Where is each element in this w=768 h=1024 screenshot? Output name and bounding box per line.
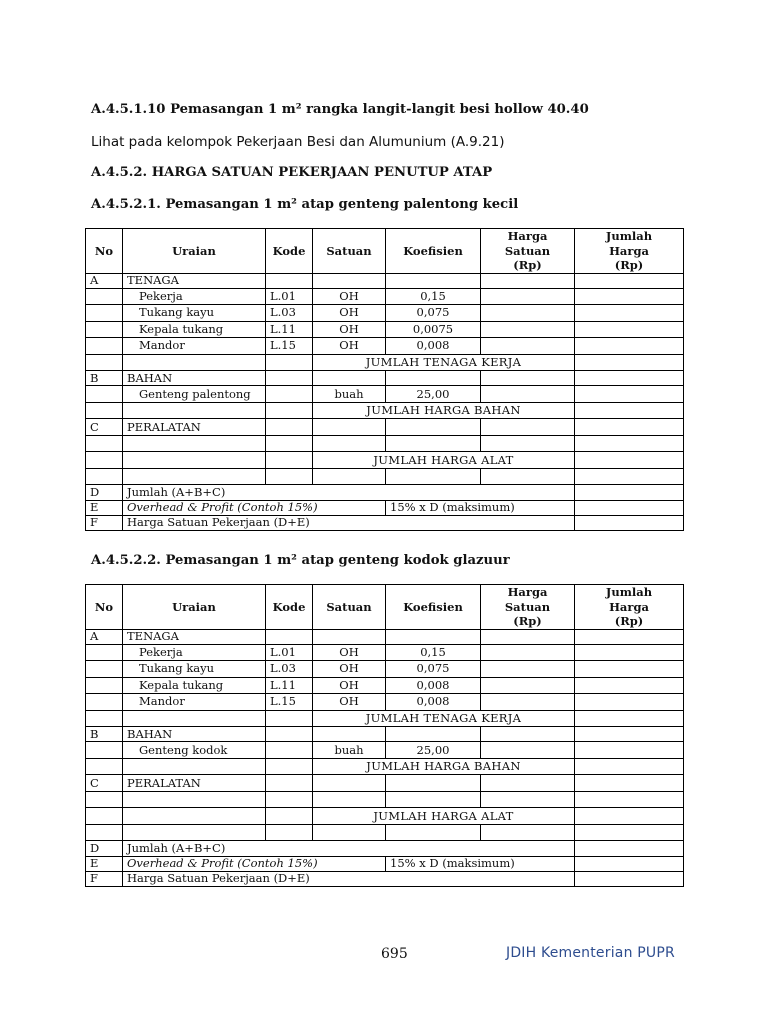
- row-label: Jumlah (A+B+C): [123, 841, 575, 856]
- labor-uraian: Kepala tukang: [123, 677, 266, 694]
- tool-total-label: JUMLAH HARGA ALAT: [313, 452, 575, 469]
- material-uraian: Genteng kodok: [123, 742, 266, 759]
- overhead-value: 15% x D (maksimum): [386, 500, 575, 515]
- labor-kode: L.01: [266, 288, 313, 305]
- table-row-jumlah-alat: [86, 808, 684, 825]
- table-row-peralatan: [86, 419, 684, 436]
- labor-satuan: OH: [313, 321, 386, 338]
- table-row: [86, 288, 684, 305]
- labor-kode: L.15: [266, 694, 313, 711]
- table-row-jumlah-bahan: [86, 758, 684, 775]
- row-label: TENAGA: [123, 629, 266, 644]
- table-row-peralatan: [86, 775, 684, 792]
- labor-satuan: OH: [313, 288, 386, 305]
- col-header-kode: Kode: [266, 585, 313, 630]
- table-row-jumlah-alat: [86, 452, 684, 469]
- labor-satuan: OH: [313, 677, 386, 694]
- labor-koefisien: 0,15: [386, 644, 481, 661]
- labor-satuan: OH: [313, 694, 386, 711]
- labor-koefisien: 0,008: [386, 338, 481, 355]
- material-total-label: JUMLAH HARGA BAHAN: [313, 758, 575, 775]
- table-row-bahan: [86, 727, 684, 742]
- row-label: TENAGA: [123, 273, 266, 288]
- col-header-koefisien: Koefisien: [386, 229, 481, 274]
- table-row: [86, 435, 684, 452]
- labor-satuan: OH: [313, 305, 386, 322]
- labor-koefisien: 0,15: [386, 288, 481, 305]
- tool-total-label: JUMLAH HARGA ALAT: [313, 808, 575, 825]
- table-row: [86, 305, 684, 322]
- table-row: [86, 824, 684, 841]
- table-row-jumlah-tenaga: [86, 710, 684, 727]
- row-no: F: [86, 871, 123, 886]
- row-no: C: [86, 419, 123, 436]
- row-label: Harga Satuan Pekerjaan (D+E): [123, 871, 575, 886]
- table-row: [86, 677, 684, 694]
- footer-publisher: JDIH Kementerian PUPR: [506, 945, 675, 961]
- price-analysis-table-palentong: [85, 228, 684, 531]
- col-header-kode: Kode: [266, 229, 313, 274]
- labor-satuan: OH: [313, 661, 386, 678]
- labor-koefisien: 0,075: [386, 661, 481, 678]
- labor-kode: L.15: [266, 338, 313, 355]
- row-label: BAHAN: [123, 727, 266, 742]
- labor-uraian: Kepala tukang: [123, 321, 266, 338]
- table-row: [86, 791, 684, 808]
- section-heading-hollow: A.4.5.1.10 Pemasangan 1 m² rangka langit-langit besi hollow 40.40: [91, 102, 589, 117]
- section-heading-kodok: A.4.5.2.2. Pemasangan 1 m² atap genteng kodok glazuur: [91, 553, 510, 568]
- price-analysis-table-kodok: [85, 584, 684, 887]
- labor-koefisien: 0,008: [386, 694, 481, 711]
- table-row: [86, 742, 684, 759]
- material-uraian: Genteng palentong: [123, 386, 266, 403]
- labor-uraian: Pekerja: [123, 288, 266, 305]
- material-satuan: buah: [313, 386, 386, 403]
- table-row: [86, 338, 684, 355]
- table-row-jumlah-tenaga: [86, 354, 684, 371]
- material-satuan: buah: [313, 742, 386, 759]
- labor-uraian: Tukang kayu: [123, 305, 266, 322]
- col-header-satuan: Satuan: [313, 229, 386, 274]
- table-row-overhead: [86, 856, 684, 871]
- section-heading-palentong: A.4.5.2.1. Pemasangan 1 m² atap genteng palentong kecil: [91, 197, 519, 212]
- labor-total-label: JUMLAH TENAGA KERJA: [313, 354, 575, 371]
- row-no: C: [86, 775, 123, 792]
- row-no: B: [86, 727, 123, 742]
- row-label: Harga Satuan Pekerjaan (D+E): [123, 515, 575, 530]
- row-no: E: [86, 856, 123, 871]
- row-no: F: [86, 515, 123, 530]
- col-header-no: No: [86, 585, 123, 630]
- table-row-harga-satuan: [86, 515, 684, 530]
- table-row-jumlah-bahan: [86, 402, 684, 419]
- row-no: D: [86, 485, 123, 500]
- row-label: Jumlah (A+B+C): [123, 485, 575, 500]
- material-koefisien: 25,00: [386, 386, 481, 403]
- table-row-tenaga: [86, 273, 684, 288]
- row-no: B: [86, 371, 123, 386]
- table-row: [86, 694, 684, 711]
- labor-koefisien: 0,0075: [386, 321, 481, 338]
- table-row: [86, 386, 684, 403]
- table-row-jumlah-d: [86, 485, 684, 500]
- row-label: BAHAN: [123, 371, 266, 386]
- labor-kode: L.03: [266, 305, 313, 322]
- table-row: [86, 661, 684, 678]
- page-number: 695: [381, 946, 408, 962]
- row-no: A: [86, 273, 123, 288]
- col-header-harga-satuan: Harga Satuan (Rp): [481, 229, 575, 274]
- row-label: Overhead & Profit (Contoh 15%): [123, 856, 386, 871]
- row-label: Overhead & Profit (Contoh 15%): [123, 500, 386, 515]
- labor-kode: L.11: [266, 677, 313, 694]
- labor-satuan: OH: [313, 338, 386, 355]
- table-header-row: [86, 585, 684, 630]
- labor-koefisien: 0,008: [386, 677, 481, 694]
- reference-note: Lihat pada kelompok Pekerjaan Besi dan Alumunium (A.9.21): [91, 134, 505, 150]
- section-heading-penutup-atap: A.4.5.2. HARGA SATUAN PEKERJAAN PENUTUP ATAP: [91, 165, 493, 180]
- table-row-overhead: [86, 500, 684, 515]
- material-koefisien: 25,00: [386, 742, 481, 759]
- table-row-tenaga: [86, 629, 684, 644]
- col-header-koefisien: Koefisien: [386, 585, 481, 630]
- table-row-harga-satuan: [86, 871, 684, 886]
- row-no: D: [86, 841, 123, 856]
- row-no: E: [86, 500, 123, 515]
- col-header-jumlah-harga: Jumlah Harga (Rp): [575, 585, 684, 630]
- labor-kode: L.03: [266, 661, 313, 678]
- table-row-jumlah-d: [86, 841, 684, 856]
- labor-uraian: Mandor: [123, 694, 266, 711]
- row-label: PERALATAN: [123, 775, 266, 792]
- labor-satuan: OH: [313, 644, 386, 661]
- col-header-no: No: [86, 229, 123, 274]
- col-header-uraian: Uraian: [123, 585, 266, 630]
- labor-kode: L.01: [266, 644, 313, 661]
- labor-kode: L.11: [266, 321, 313, 338]
- table-row: [86, 321, 684, 338]
- col-header-harga-satuan: Harga Satuan (Rp): [481, 585, 575, 630]
- row-no: A: [86, 629, 123, 644]
- col-header-jumlah-harga: Jumlah Harga (Rp): [575, 229, 684, 274]
- table-row: [86, 468, 684, 485]
- col-header-uraian: Uraian: [123, 229, 266, 274]
- labor-total-label: JUMLAH TENAGA KERJA: [313, 710, 575, 727]
- table-row-bahan: [86, 371, 684, 386]
- labor-koefisien: 0,075: [386, 305, 481, 322]
- table-row: [86, 644, 684, 661]
- labor-uraian: Tukang kayu: [123, 661, 266, 678]
- row-label: PERALATAN: [123, 419, 266, 436]
- col-header-satuan: Satuan: [313, 585, 386, 630]
- overhead-value: 15% x D (maksimum): [386, 856, 575, 871]
- labor-uraian: Mandor: [123, 338, 266, 355]
- table-header-row: [86, 229, 684, 274]
- labor-uraian: Pekerja: [123, 644, 266, 661]
- material-total-label: JUMLAH HARGA BAHAN: [313, 402, 575, 419]
